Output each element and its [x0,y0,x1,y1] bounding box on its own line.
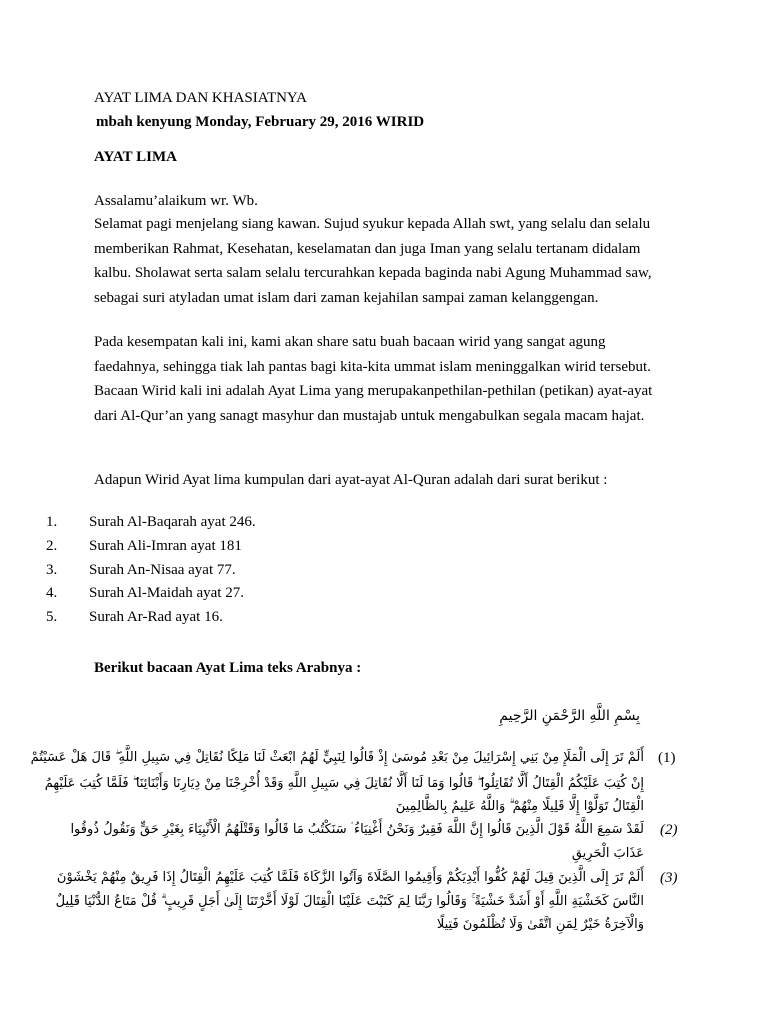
paragraph-line: Pada kesempatan kali ini, kami akan share satu buah bacaan wirid yang sangat agung [94,334,606,350]
list-text: Surah Ali-Imran ayat 181 [89,538,242,554]
list-number: 1. [46,514,58,530]
basmala: بِسْمِ اللَّهِ الرَّحْمَنِ الرَّحِيمِ [499,708,640,724]
arabic-line: أَلَمْ تَرَ إِلَى الَّذِينَ قِيلَ لَهُمْ كُفُّوا أَيْدِيَكُمْ وَأَقِيمُوا الصَّلَاةَ وَآتُوا الزَّكَاةَ فَلَمَّا كُتِبَ عَلَيْهِمُ الْقِتَالُ إِذَا فَرِيقٌ مِنْهُمْ يَخْشَوْنَ [56,870,644,885]
list-text: Surah Al-Maidah ayat 27. [89,585,244,601]
arabic-section-heading: Berikut bacaan Ayat Lima teks Arabnya : [94,660,362,676]
ayat-number: (1) [658,750,676,766]
list-number: 5. [46,609,58,625]
arabic-line: لَقَدْ سَمِعَ اللَّهُ قَوْلَ الَّذِينَ قَالُوا إِنَّ اللَّهَ فَقِيرٌ وَنَحْنُ أَغْنِيَاءُ ۘ سَنَكْتُبُ مَا قَالُوا وَقَتْلَهُمُ الْأَنْبِيَاءَ بِغَيْرِ حَقٍّ وَنَقُولُ ذُوقُوا [70,822,644,837]
greeting: Assalamu’alaikum wr. Wb. [94,193,258,209]
byline: mbah kenyung Monday, February 29, 2016 WIRID [96,114,425,130]
document-title: AYAT LIMA DAN KHASIATNYA [94,90,307,106]
paragraph-line: dari Al-Qur’an yang sanagt masyhur dan mustajab untuk mengabulkan segala macam hajat. [94,407,645,424]
paragraph-line: Selamat pagi menjelang siang kawan. Sujud syukur kepada Allah swt, yang selalu dan selalu [94,216,651,232]
arabic-line: الْقِتَالُ تَوَلَّوْا إِلَّا قَلِيلًا مِنْهُمْ ۗ وَاللَّهُ عَلِيمٌ بِالظَّالِمِينَ [395,799,644,814]
paragraph-1 [94,212,694,310]
list-number: 3. [46,562,58,578]
list-text: Surah An-Nisaa ayat 77. [89,562,236,578]
list-number: 4. [46,585,58,601]
list-text: Surah Al-Baqarah ayat 246. [89,514,256,530]
arabic-line: إِنْ كُتِبَ عَلَيْكُمُ الْقِتَالُ أَلَّا تُقَاتِلُوا ۖ قَالُوا وَمَا لَنَا أَلَّا نُقَاتِلَ فِي سَبِيلِ اللَّهِ وَقَدْ أُخْرِجْنَا مِنْ دِيَارِنَا وَأَبْنَائِنَا ۖ فَلَمَّا كُتِبَ عَلَيْهِمُ [44,776,644,791]
paragraph-line: faedahnya, sehingga tiak lah pantas bagi kita-kita ummat islam meninggalkan wirid tersebut. [94,358,651,375]
paragraph-line: kalbu. Sholawat serta salam selalu tercurahkan kepada baginda nabi Agung Muhammad saw, [94,265,652,281]
list-number: 2. [46,538,58,554]
paragraph-line: sebagai suri atyladan umat islam dari zaman kejahilan sampai zaman kelanggengan. [94,289,599,306]
paragraph-line: Bacaan Wirid kali ini adalah Ayat Lima yang merupakanpethilan-pethilan (petikan) ayat-ayat [94,383,653,399]
paragraph-2 [94,330,694,428]
arabic-line: وَالْآخِرَةُ خَيْرٌ لِمَنِ اتَّقَىٰ وَلَا تُظْلَمُونَ فَتِيلًا [436,917,644,932]
paragraph-line: memberikan Rahmat, Kesehatan, keselamatan dan juga Iman yang selalu tertanam didalam [94,240,641,257]
list-text: Surah Ar-Rad ayat 16. [89,609,223,625]
ayat-number: (3) [660,870,678,886]
arabic-line: أَلَمْ تَرَ إِلَى الْمَلَإِ مِنْ بَنِي إِسْرَائِيلَ مِنْ بَعْدِ مُوسَىٰ إِذْ قَالُوا لِنَبِيٍّ لَهُمُ ابْعَثْ لَنَا مَلِكًا نُقَاتِلْ فِي سَبِيلِ اللَّهِ ۖ قَالَ هَلْ عَسَيْتُمْ [30,750,644,765]
arabic-line: النَّاسَ كَخَشْيَةِ اللَّهِ أَوْ أَشَدَّ خَشْيَةً ۚ وَقَالُوا رَبَّنَا لِمَ كَتَبْتَ عَلَيْنَا الْقِتَالَ لَوْلَا أَخَّرْتَنَا إِلَىٰ أَجَلٍ قَرِيبٍ ۗ قُلْ مَتَاعُ الدُّنْيَا قَلِيلٌ [55,894,644,909]
surah-intro: Adapun Wirid Ayat lima kumpulan dari ayat-ayat Al-Quran adalah dari surat berikut : [94,472,608,488]
arabic-line: عَذَابَ الْحَرِيقِ [571,846,644,861]
section-heading: AYAT LIMA [94,149,177,165]
ayat-number: (2) [660,822,678,838]
